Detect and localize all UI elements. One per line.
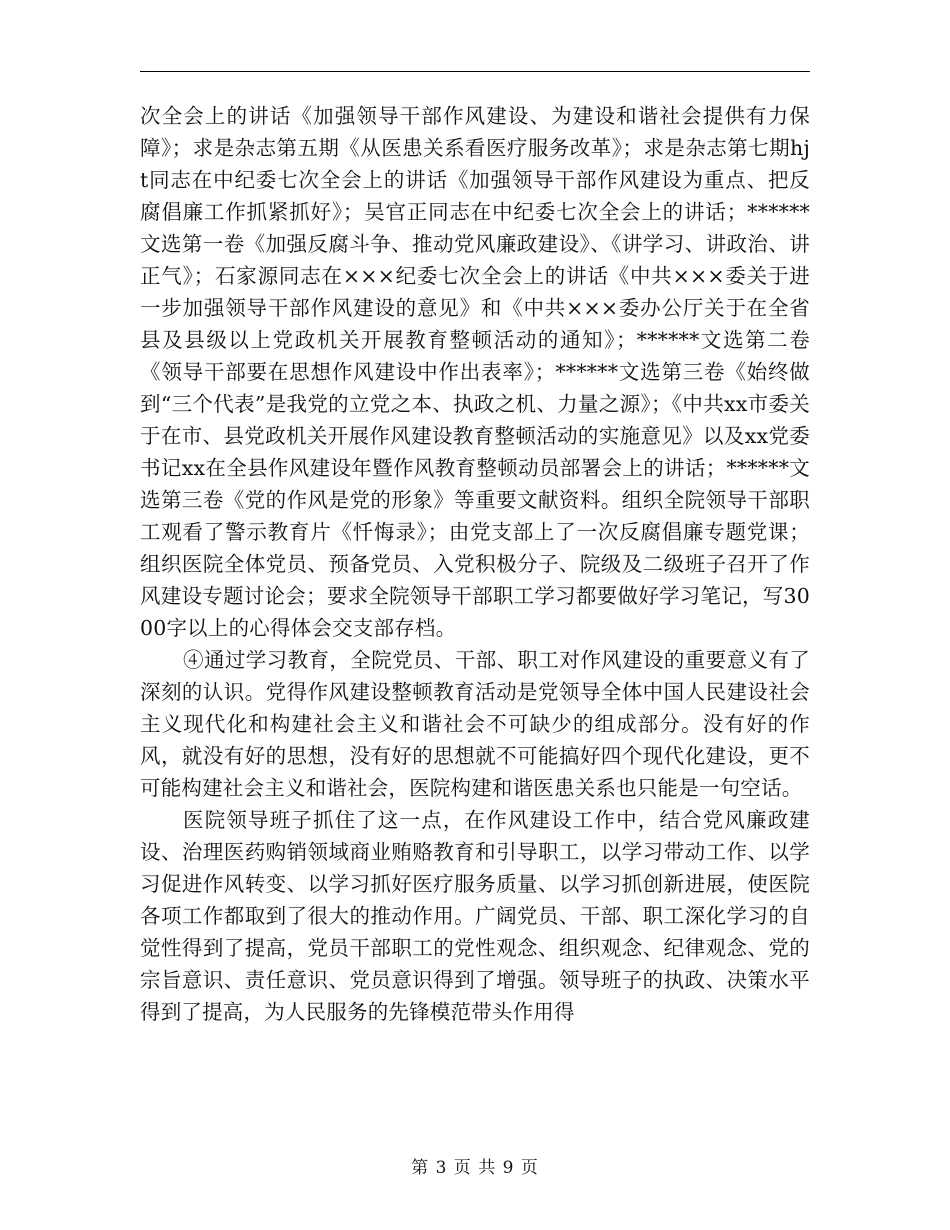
paragraph-3: 医院领导班子抓住了这一点，在作风建设工作中，结合党风廉政建设、治理医药购销领域商业贿赂教育和引导职工，以学习带动工作、以学习促进作风转变、以学习抓好医疗服务质量、以学习抓创新进展，使医院各项工作都取到了很大的推动作用。广阔党员、干部、职工深化学习的自觉性得到了提高，党员干部职工的党性观念、组织观念、纪律观念、党的宗旨意识、责任意识、党员意识得到了增强。领导班子的执政、决策水平得到了提高，为人民服务的先锋模范带头作用得 bbox=[140, 808, 810, 1024]
paragraph-1: 次全会上的讲话《加强领导干部作风建设、为建设和谐社会提供有力保障》；求是杂志第五期《从医患关系看医疗服务改革》；求是杂志第七期hjt同志在中纪委七次全会上的讲话《加强领导干部作风建设为重点、把反腐倡廉工作抓紧抓好》；吴官正同志在中纪委七次全会上的讲话；******文选第一卷《加强反腐斗争、推动党风廉政建设》、《讲学习、讲政治、讲正气》；石家源同志在×××纪委七次全会上的讲话《中共×××委关于进一步加强领导干部作风建设的意见》和《中共×××委办公厅关于在全省县及县级以上党政机关开展教育整顿活动的通知》；******文选第二卷《领导干部要在思想作风建设中作出表率》；******文选第三卷《始终做到“三个代表”是我党的立党之本、执政之机、力量之源》；《中共xx市委关于在市、县党政机关开展作风建设教育整顿活动的实施意见》以及xx党委书记xx在全县作风建设年暨作风教育整顿动员部署会上的讲话；******文选第三卷《党的作风是党的形象》等重要文献资料。组织全院领导干部职工观看了警示教育片《忏悔录》；由党支部上了一次反腐倡廉专题党课；组织医院全体党员、预备党员、入党积极分子、院级及二级班子召开了作风建设专题讨论会；要求全院领导干部职工学习都要做好学习笔记，写3000字以上的心得体会交支部存档。 bbox=[140, 104, 810, 640]
page-number-footer: 第 3 页 共 9 页 bbox=[411, 1158, 539, 1178]
paragraph-2: ④通过学习教育，全院党员、干部、职工对作风建设的重要意义有了深刻的认识。党得作风建设整顿教育活动是党领导全体中国人民建设社会主义现代化和构建社会主义和谐社会不可缺少的组成部分。没有好的作风，就没有好的思想，没有好的思想就不可能搞好四个现代化建设，更不可能构建社会主义和谐社会，医院构建和谐医患关系也只能是一句空话。 bbox=[140, 648, 810, 800]
document-body bbox=[140, 100, 810, 1028]
header-rule bbox=[140, 71, 810, 72]
